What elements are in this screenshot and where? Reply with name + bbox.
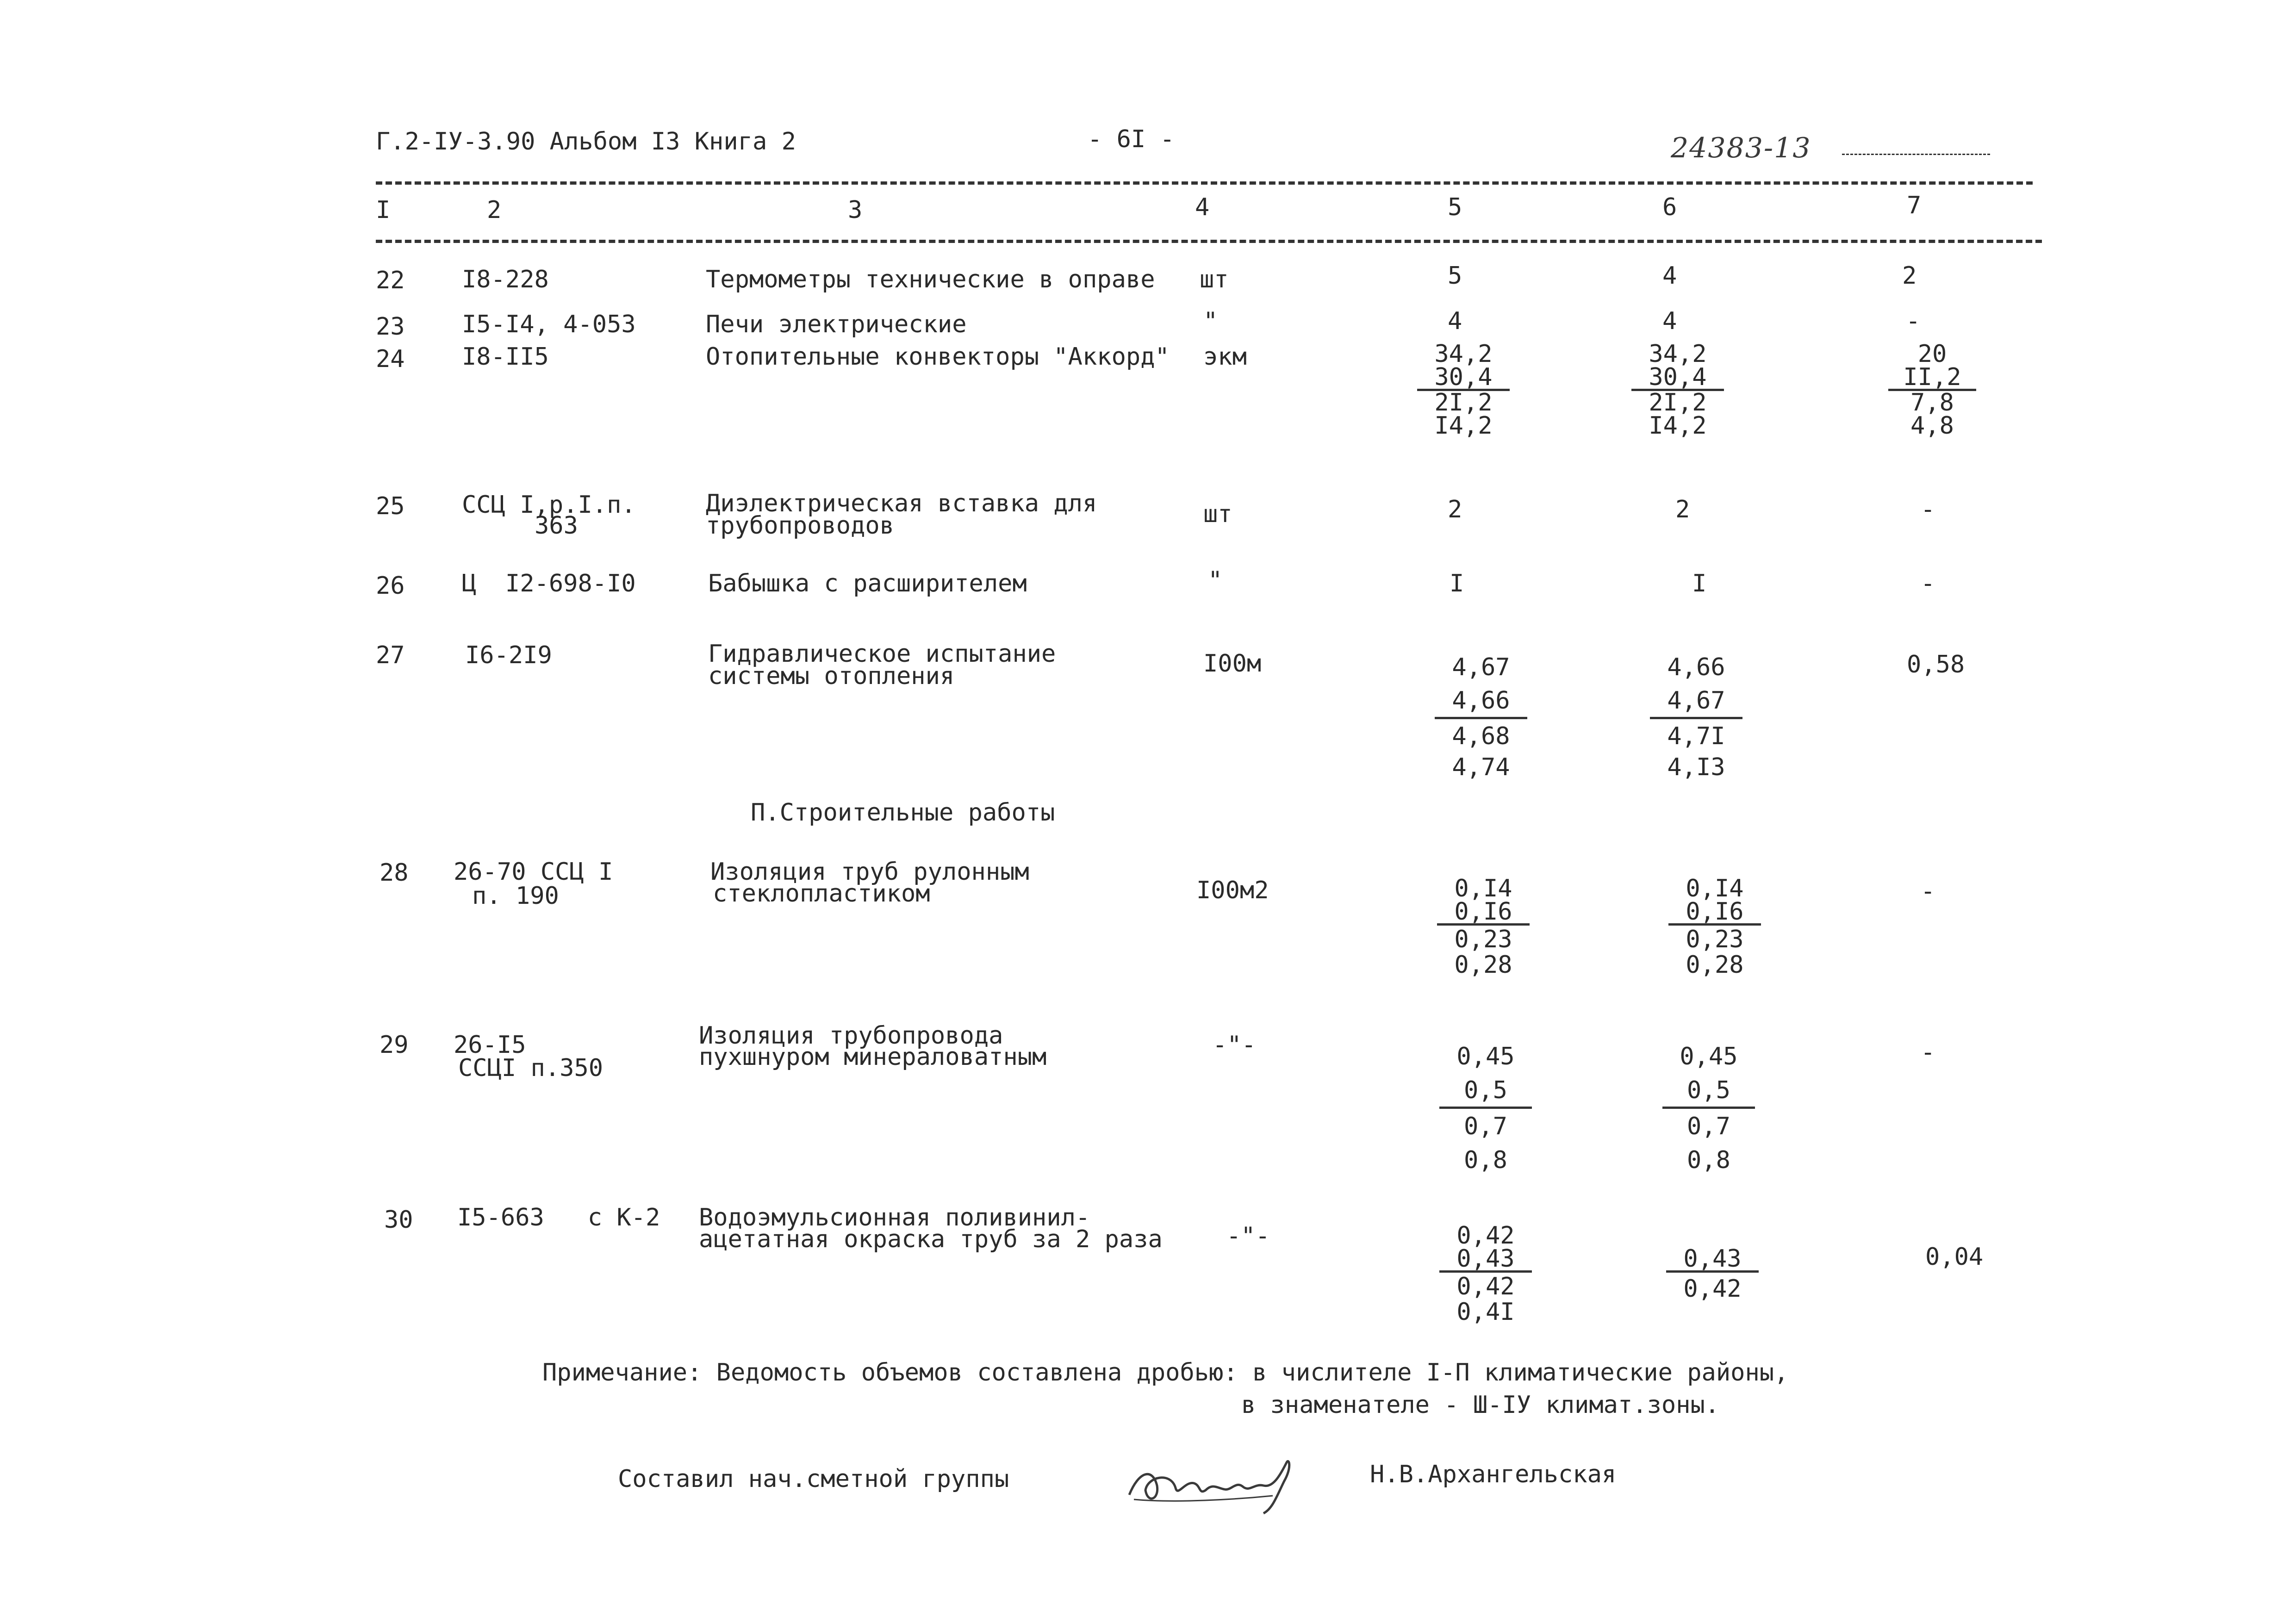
row-name: Термометры технические в оправе bbox=[706, 266, 1155, 293]
col-header-1: I bbox=[376, 196, 391, 224]
fraction-value: 4,66 bbox=[1667, 653, 1725, 681]
row-code-line2: 363 bbox=[535, 512, 578, 540]
row-col7: - bbox=[1906, 307, 1921, 335]
row-name: Водоэмульсионная поливинил- bbox=[699, 1204, 1090, 1231]
fraction-value: 34,2 bbox=[1434, 340, 1493, 368]
fraction-value: 0,28 bbox=[1686, 951, 1744, 979]
row-col5: 5 bbox=[1448, 262, 1462, 290]
row-col7: 0,04 bbox=[1925, 1243, 1984, 1271]
row-number: 29 bbox=[380, 1031, 409, 1059]
fraction-value: 0,7 bbox=[1687, 1113, 1730, 1140]
section-title: П.Строительные работы bbox=[751, 799, 1055, 827]
fraction-value: 0,5 bbox=[1439, 1074, 1532, 1109]
row-col6-fraction bbox=[1668, 875, 1761, 979]
fraction-value: 0,7 bbox=[1464, 1113, 1507, 1140]
col-header-5: 5 bbox=[1448, 193, 1462, 221]
row-code: I8-228 bbox=[462, 266, 549, 293]
row-code-line2: ССЦI п.350 bbox=[458, 1054, 604, 1082]
row-code: ССЦ I,р.I.п. bbox=[462, 491, 636, 519]
row-number: 24 bbox=[376, 345, 405, 373]
col-header-2: 2 bbox=[487, 196, 502, 224]
row-col7: 2 bbox=[1902, 262, 1917, 290]
fraction-value: 0,28 bbox=[1454, 951, 1512, 979]
row-number: 30 bbox=[384, 1206, 413, 1234]
col-header-4: 4 bbox=[1195, 193, 1210, 221]
fraction-value: 0,I4 bbox=[1454, 875, 1512, 902]
fraction-value: 0,I6 bbox=[1668, 900, 1761, 926]
row-col5: 2 bbox=[1448, 496, 1462, 523]
row-col6-fraction bbox=[1662, 1039, 1755, 1176]
row-number: 22 bbox=[376, 267, 405, 294]
fraction-value: 0,42 bbox=[1456, 1273, 1515, 1300]
fraction-value: 34,2 bbox=[1649, 340, 1707, 368]
fraction-value: 0,43 bbox=[1439, 1247, 1532, 1273]
row-code: I5-663 с К-2 bbox=[457, 1204, 660, 1231]
row-name: Изоляция труб рулонным bbox=[710, 858, 1029, 886]
composer-name: Н.В.Архангельская bbox=[1370, 1461, 1617, 1488]
row-name: Печи электрические bbox=[706, 311, 967, 338]
row-unit: I00м bbox=[1203, 650, 1262, 678]
row-code: 26-70 ССЦ I bbox=[454, 858, 613, 886]
row-number: 27 bbox=[376, 641, 405, 669]
col-header-7: 7 bbox=[1907, 192, 1922, 219]
row-name: Изоляция трубопровода bbox=[699, 1022, 1003, 1050]
signature-image bbox=[1120, 1444, 1328, 1518]
fraction-value: 30,4 bbox=[1631, 366, 1724, 391]
fraction-value: 0,5 bbox=[1662, 1074, 1755, 1109]
archive-number-trail bbox=[1842, 154, 1990, 155]
row-col7: - bbox=[1921, 570, 1935, 597]
row-unit: шт bbox=[1200, 266, 1229, 293]
fraction-value: II,2 bbox=[1888, 366, 1976, 391]
fraction-value: 20 bbox=[1917, 340, 1947, 368]
note-line-1: Примечание: Ведомость объемов составлена дробью: в числителе I-П климатические районы, bbox=[542, 1359, 1789, 1387]
row-number: 23 bbox=[376, 313, 405, 341]
page-number: - 6I - bbox=[1088, 125, 1175, 153]
row-code-line2: п. 190 bbox=[472, 882, 559, 910]
fraction-value: 2I,2 bbox=[1649, 389, 1707, 417]
row-name-line2: стеклопластиком bbox=[713, 880, 930, 908]
fraction-value: 0,45 bbox=[1456, 1043, 1515, 1070]
row-code: I5-I4, 4-053 bbox=[462, 311, 636, 338]
fraction-value: 4,67 bbox=[1452, 653, 1510, 681]
fraction-value: I4,2 bbox=[1649, 412, 1707, 440]
row-name: Диэлектрическая вставка для bbox=[706, 490, 1097, 517]
row-number: 25 bbox=[376, 492, 405, 520]
row-name-line2: системы отопления bbox=[708, 662, 955, 690]
row-unit: -"- bbox=[1226, 1222, 1270, 1250]
row-name-line2: пухшнуром минераловатным bbox=[699, 1043, 1047, 1071]
row-col5-fraction bbox=[1439, 1039, 1532, 1176]
row-col6-fraction bbox=[1631, 340, 1724, 440]
fraction-value: 4,66 bbox=[1435, 684, 1527, 719]
row-code: I8-II5 bbox=[462, 343, 549, 371]
fraction-value: 0,23 bbox=[1454, 926, 1512, 953]
row-col6: 2 bbox=[1675, 496, 1690, 523]
fraction-value: 30,4 bbox=[1417, 366, 1510, 391]
fraction-value: 0,42 bbox=[1456, 1222, 1515, 1250]
row-col5-fraction bbox=[1435, 650, 1527, 781]
row-code: Ц I2-698-I0 bbox=[462, 570, 636, 597]
fraction-value: 4,I3 bbox=[1667, 753, 1725, 781]
row-unit: I00м2 bbox=[1196, 877, 1269, 904]
row-name-line2: ацетатная окраска труб за 2 раза bbox=[699, 1225, 1163, 1253]
row-col6: 4 bbox=[1662, 307, 1677, 335]
fraction-value: 4,67 bbox=[1650, 684, 1742, 719]
row-col7: 0,58 bbox=[1907, 651, 1965, 678]
fraction-value: 7,8 bbox=[1910, 389, 1954, 417]
fraction-value: 0,4I bbox=[1456, 1298, 1515, 1326]
row-unit: " bbox=[1203, 307, 1218, 335]
row-col5: I bbox=[1450, 570, 1464, 597]
row-code: 26-I5 bbox=[454, 1031, 526, 1059]
col-header-3: 3 bbox=[848, 196, 863, 224]
row-col7: - bbox=[1921, 877, 1935, 905]
row-name-line2: трубопроводов bbox=[706, 512, 894, 540]
row-col6: I bbox=[1692, 570, 1707, 597]
row-unit: экм bbox=[1203, 343, 1247, 371]
row-col5-fraction bbox=[1437, 875, 1530, 979]
fraction-value: 0,I4 bbox=[1686, 875, 1744, 902]
fraction-value: 4,7I bbox=[1667, 722, 1725, 750]
row-col7: - bbox=[1921, 496, 1935, 523]
row-col6-fraction bbox=[1666, 1247, 1759, 1305]
note-line-2: в знаменателе - Ш-IУ климат.зоны. bbox=[1241, 1391, 1720, 1419]
fraction-value: 4,74 bbox=[1452, 753, 1510, 781]
row-code: I6-2I9 bbox=[465, 641, 552, 669]
fraction-value: 0,8 bbox=[1464, 1146, 1507, 1174]
row-number: 26 bbox=[376, 572, 405, 600]
row-unit: -"- bbox=[1213, 1031, 1256, 1059]
row-unit: " bbox=[1208, 566, 1223, 594]
row-col7: - bbox=[1921, 1038, 1935, 1066]
fraction-value: 0,8 bbox=[1687, 1146, 1730, 1174]
row-name: Отопительные конвекторы "Аккорд" bbox=[706, 343, 1170, 371]
fraction-value: 0,I6 bbox=[1437, 900, 1530, 926]
row-number: 28 bbox=[380, 859, 409, 887]
header-rule-bottom bbox=[376, 240, 2042, 243]
fraction-value: 4,8 bbox=[1910, 412, 1954, 440]
col-header-6: 6 bbox=[1662, 193, 1677, 221]
row-name: Гидравлическое испытание bbox=[708, 640, 1056, 668]
fraction-value: 2I,2 bbox=[1434, 389, 1493, 417]
row-col5-fraction bbox=[1417, 340, 1510, 440]
archive-number: 24383-13 bbox=[1671, 132, 1811, 164]
fraction-value: 0,45 bbox=[1680, 1043, 1738, 1070]
row-col7-fraction bbox=[1888, 340, 1976, 440]
document-code: Г.2-IУ-3.90 Альбом I3 Книга 2 bbox=[376, 128, 796, 155]
row-col5: 4 bbox=[1448, 307, 1462, 335]
fraction-value: 0,23 bbox=[1686, 926, 1744, 953]
fraction-value: 0,42 bbox=[1683, 1275, 1742, 1303]
row-unit: шт bbox=[1203, 500, 1232, 528]
fraction-value: 4,68 bbox=[1452, 722, 1510, 750]
fraction-value: 0,43 bbox=[1666, 1247, 1759, 1273]
row-name: Бабышка с расширителем bbox=[708, 570, 1027, 597]
fraction-value: I4,2 bbox=[1434, 412, 1493, 440]
row-col6: 4 bbox=[1662, 262, 1677, 290]
composed-by-label: Составил нач.сметной группы bbox=[618, 1465, 1009, 1493]
row-col6-fraction bbox=[1650, 650, 1742, 781]
row-col5-fraction bbox=[1439, 1224, 1532, 1324]
header-rule-top bbox=[376, 181, 2033, 185]
